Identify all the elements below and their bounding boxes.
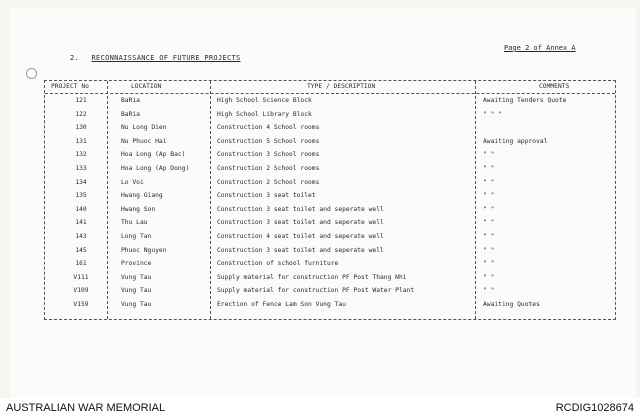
header-comments: COMMENTS (539, 83, 570, 90)
cell-project-no: V159 (73, 301, 89, 308)
table-row (45, 246, 615, 258)
cell-location: Lo Voi (121, 178, 144, 186)
cell-project-no: V109 (73, 287, 89, 295)
cell-comments: " " (483, 178, 495, 186)
cell-comments: " " (483, 246, 495, 254)
cell-location: Vung Tau (121, 287, 152, 295)
table-row (45, 164, 615, 176)
cell-type: High School Library Block (217, 110, 312, 118)
cell-type: Construction 5 School rooms (217, 137, 320, 145)
table-row (45, 178, 615, 190)
cell-project-no: 122 (75, 110, 87, 118)
cell-location: Nu Phuoc Hai (121, 137, 167, 145)
header-type: TYPE / DESCRIPTION (307, 83, 376, 90)
table-row (45, 232, 615, 244)
cell-project-no: 143 (75, 233, 87, 240)
cell-project-no: 130 (75, 124, 87, 132)
punch-hole (26, 68, 37, 79)
cell-comments: " " (483, 219, 495, 227)
table-row (45, 96, 615, 108)
cell-type: Construction of school furniture (217, 260, 339, 268)
cell-location: BaRia (121, 97, 140, 104)
table-row (45, 123, 615, 135)
table-row (45, 259, 615, 271)
section-number: 2. (70, 54, 80, 62)
archive-name: AUSTRALIAN WAR MEMORIAL (6, 402, 166, 414)
table-row (45, 137, 615, 149)
cell-project-no: 145 (75, 246, 87, 254)
table-row (45, 300, 615, 312)
archive-reference: RCDIG1028674 (555, 402, 634, 414)
cell-type: Erection of Fence Lam Son Vung Tau (217, 301, 346, 308)
document-page (10, 8, 636, 398)
page-reference: Page 2 of Annex A (504, 44, 576, 52)
header-project-no: PROJECT No (51, 83, 89, 90)
table-row (45, 150, 615, 162)
cell-type: Construction 4 seat toilet and seperate well (217, 233, 384, 240)
table-row (45, 205, 615, 217)
cell-type: Construction 2 School rooms (217, 178, 320, 186)
cell-project-no: 132 (75, 151, 87, 159)
cell-comments: " " (483, 233, 495, 240)
cell-comments: " " (483, 287, 495, 295)
cell-project-no: 140 (75, 205, 87, 213)
cell-type: Construction 3 School rooms (217, 151, 320, 159)
table-row (45, 286, 615, 298)
cell-comments: Awaiting Tenders Quote (483, 97, 567, 104)
cell-project-no: 131 (75, 137, 87, 145)
cell-type: Construction 3 seat toilet and seperate well (217, 205, 384, 213)
cell-location: Vung Tau (121, 301, 152, 308)
cell-location: Hwang Son (121, 205, 156, 213)
section-title: RECONNAISSANCE OF FUTURE PROJECTS (91, 54, 241, 62)
table-row (45, 218, 615, 230)
cell-comments: " " (483, 260, 495, 268)
cell-type: Construction 3 seat toilet (217, 192, 316, 200)
section-heading (70, 54, 241, 62)
table-row (45, 110, 615, 122)
cell-project-no: 135 (75, 192, 87, 200)
cell-location: Hwang Giang (121, 192, 163, 200)
cell-type: Construction 4 School rooms (217, 124, 320, 132)
cell-type: Construction 3 seat toilet and seperate well (217, 246, 384, 254)
cell-project-no: 161 (75, 260, 87, 268)
table-row (45, 273, 615, 285)
cell-comments: " " (483, 165, 495, 172)
cell-comments: " " (483, 273, 495, 281)
cell-comments: Awaiting Quotes (483, 301, 540, 308)
cell-comments: " " (483, 205, 495, 213)
cell-comments: " " (483, 151, 495, 159)
header-location: LOCATION (131, 83, 162, 90)
cell-project-no: 141 (75, 219, 87, 227)
cell-location: Vung Tau (121, 273, 152, 281)
cell-location: Phuoc Nguyen (121, 246, 167, 254)
cell-comments: Awaiting approval (483, 137, 548, 145)
projects-table (44, 80, 616, 320)
table-row (45, 191, 615, 203)
cell-location: BaRia (121, 110, 140, 118)
cell-type: High School Science Block (217, 97, 312, 104)
cell-location: Thu Lau (121, 219, 148, 227)
cell-project-no: V111 (73, 273, 89, 281)
cell-comments: " " (483, 192, 495, 200)
cell-location: Hoa Long (Ap Dong) (121, 165, 190, 172)
cell-comments: " " " (483, 110, 502, 118)
cell-location: Province (121, 260, 152, 268)
table-header (45, 81, 615, 94)
cell-project-no: 133 (75, 165, 87, 172)
archive-footer (0, 398, 640, 418)
cell-location: Long Tan (121, 233, 152, 240)
cell-location: Hoa Long (Ap Bac) (121, 151, 186, 159)
cell-project-no: 121 (75, 97, 87, 104)
cell-type: Supply material for construction PF Post Water Plant (217, 287, 415, 295)
cell-project-no: 134 (75, 178, 87, 186)
cell-type: Construction 2 School rooms (217, 165, 320, 172)
cell-location: Nu Long Dien (121, 124, 167, 132)
cell-type: Supply material for construction PF Post Thang Nhi (217, 273, 407, 281)
cell-type: Construction 3 seat toilet and seperate well (217, 219, 384, 227)
